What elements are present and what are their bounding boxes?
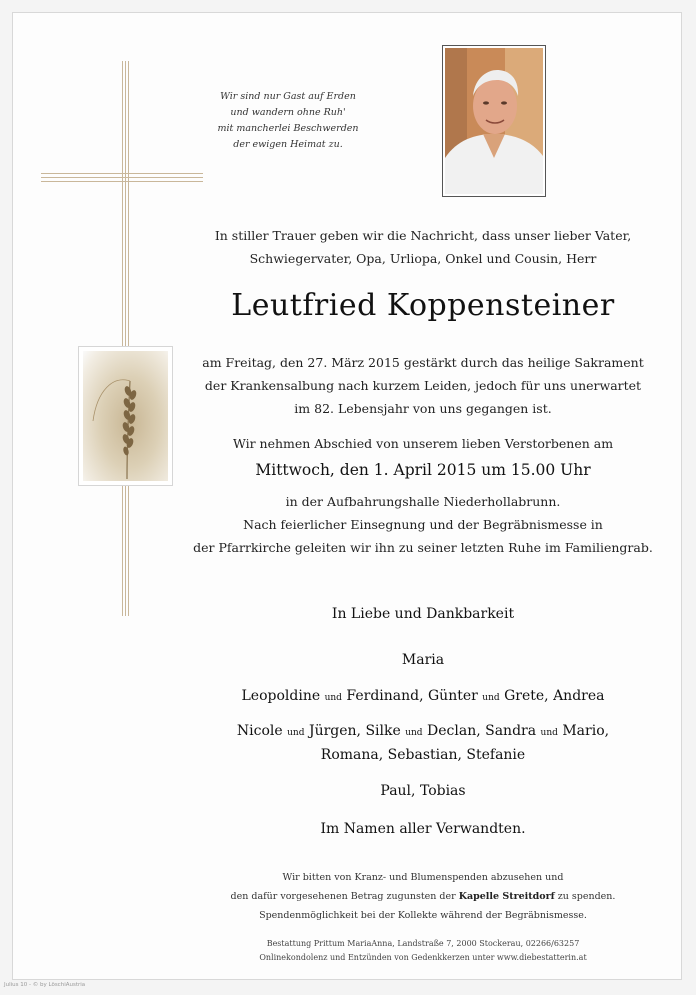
- death-text-line: im 82. Lebensjahr von uns gegangen ist.: [294, 401, 552, 416]
- memorial-verse: [208, 89, 368, 153]
- verse-line: der ewigen Heimat zu.: [233, 139, 343, 150]
- funeral-text-line: Nach feierlicher Einsegnung und der Begräbnismesse in: [243, 517, 603, 532]
- farewell-intro: Wir nehmen Abschied von unserem lieben Verstorbenen am: [232, 436, 614, 451]
- cross-vertical-beam: [122, 61, 130, 616]
- announcement-line: In stiller Trauer geben wir die Nachricht, dass unser lieber Vater,: [214, 228, 632, 243]
- donation-recipient: Kapelle Streitdorf: [458, 891, 555, 902]
- wheat-icon: [83, 351, 168, 481]
- death-text-line: am Freitag, den 27. März 2015 gestärkt durch das heilige Sakrament: [202, 355, 644, 370]
- cross-horizontal-beam: [41, 173, 203, 183]
- obituary-page: [12, 12, 682, 980]
- donation-note-line: den dafür vorgesehenen Betrag zugunsten der Kapelle Streitdorf zu spenden.: [230, 891, 616, 902]
- funeral-home-address: Bestattung Prittum MariaAnna, Landstraße 7, 2000 Stockerau, 02266/63257: [266, 939, 580, 948]
- closing-heading: In Liebe und Dankbarkeit: [331, 606, 515, 622]
- funeral-datetime: Mittwoch, den 1. April 2015 um 15.00 Uhr: [255, 461, 591, 479]
- wheat-ear-image: [78, 346, 173, 486]
- deceased-name: Leutfried Koppensteiner: [231, 288, 615, 323]
- portrait-photo: [442, 45, 546, 197]
- relatives-line: Im Namen aller Verwandten.: [320, 821, 526, 837]
- online-condolence-link[interactable]: Onlinekondolenz und Entzünden von Gedenkkerzen unter www.diebestatterin.at: [259, 953, 587, 962]
- mourners-line: Romana, Sebastian, Stefanie: [320, 747, 526, 763]
- donation-note-line: Spendenmöglichkeit bei der Kollekte während der Begräbnismesse.: [259, 910, 587, 921]
- funeral-text-line: in der Aufbahrungshalle Niederhollabrunn.: [285, 494, 561, 509]
- verse-line: mit mancherlei Beschwerden: [217, 123, 359, 134]
- mourners-line: Leopoldine und Ferdinand, Günter und Grete, Andrea: [241, 688, 605, 704]
- verse-line: Wir sind nur Gast auf Erden: [220, 91, 356, 102]
- funeral-text-line: der Pfarrkirche geleiten wir ihn zu seiner letzten Ruhe im Familiengrab.: [193, 540, 653, 555]
- verse-line: und wandern ohne Ruh': [230, 107, 346, 118]
- mourners-line: Nicole und Jürgen, Silke und Declan, Sandra und Mario,: [236, 723, 610, 739]
- mourners-line: Paul, Tobias: [380, 783, 466, 799]
- portrait-icon: [445, 48, 543, 194]
- mourners-line: Maria: [401, 652, 445, 668]
- death-text-line: der Krankensalbung nach kurzem Leiden, jedoch für uns unerwartet: [204, 378, 642, 393]
- announcement-line: Schwiegervater, Opa, Urliopa, Onkel und Cousin, Herr: [249, 251, 597, 266]
- donation-note-line: Wir bitten von Kranz- und Blumenspenden abzusehen und: [282, 872, 564, 883]
- copyright-credit: Julius 10 - © by LöschiAustria: [4, 982, 86, 988]
